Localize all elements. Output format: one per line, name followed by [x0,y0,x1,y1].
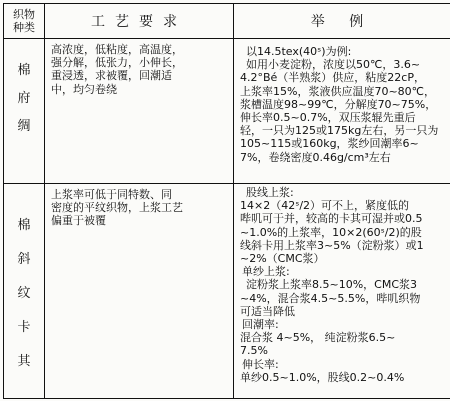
example-line: 单纱上浆: [242,265,290,279]
requirement-line: 上浆率可低于同特数、同 [51,188,172,201]
example-line: 混合浆 4~5%， 纯淀粉浆6.5~ [240,331,396,345]
example-line: ~1.0%的上浆率，10×2(60ˢ/2)的股 [240,225,422,239]
example-line: 7.5% [240,344,268,358]
requirement-line: 偏重于被覆 [51,214,106,228]
sizing-process-table [3,3,450,399]
example-line: 哔叽可于并，较高的卡其可湿并或0.5 [240,212,423,226]
example-line: 伸长率: [242,357,279,371]
example-line: 7%，卷绕密度0.46g/cm³左右 [240,150,391,164]
example-cell-poplin [234,39,450,184]
example-line: 105~115或160kg，浆纱回潮率6~ [240,137,419,151]
fabric-char: 绸 [17,119,31,134]
fabric-char: 棉 [17,218,31,233]
example-line: 回潮率: [242,318,279,332]
fabric-char: 斜 [17,252,31,267]
example-line: 浆槽温度98~99℃，分解度70~75%， [240,97,437,111]
example-line: 如用小麦淀粉，浓度以50℃，3.6~ [246,58,421,72]
requirement-cell-poplin [45,39,234,184]
requirement-cell-twill-khaki [45,184,234,399]
header-fabric-type [4,4,45,39]
example-cell-twill-khaki [234,184,450,399]
table-row-cotton-twill-khaki [4,184,450,399]
example-line: 单纱0.5~1.0%，股线0.2~0.4% [240,370,405,384]
example-line: ~4%，混合浆4.5~5.5%，哔叽织物 [240,291,421,305]
example-line: 股线上浆: [246,186,294,199]
example-line: 线斜卡用上浆率3~5%（淀粉浆）或1 [240,238,424,252]
requirement-line: 强分解，低张力，小伸长， [51,56,183,70]
requirement-line: 高浓度，低粘度，高温度， [51,43,183,56]
example-line: 淀粉浆上浆率8.5~10%，CMC浆3 [246,278,418,292]
header-examples: 举 例 [234,4,450,39]
header-process-requirements: 工艺要求 [45,4,234,39]
header-fabric-line2: 种类 [13,21,35,34]
example-line: 可适当降低 [240,304,295,318]
table-row-cotton-poplin [4,39,450,184]
fabric-char: 府 [17,91,31,106]
fabric-char: 棉 [17,63,31,78]
requirement-line: 重浸透，求被覆，回潮适 [51,69,172,83]
example-line: ~2%（CMC浆） [240,252,325,266]
example-line: 轻，一只为125或175kg左右，另一只为 [240,124,439,138]
example-line: 上浆率15%，浆液供应温度70~80℃， [240,84,436,98]
table-header-row [4,4,450,39]
fabric-char: 其 [17,354,31,369]
example-line: 伸长率0.5~0.7%，双压浆辊先重后 [240,111,416,125]
example-line: 14×2（42ˢ/2）可不上，紧度低的 [240,199,410,213]
header-fabric-line1: 织物 [13,8,35,21]
requirement-line: 密度的平纹织物，上浆工艺 [51,201,183,215]
fabric-char: 纹 [17,286,31,301]
fabric-cell-poplin [4,39,45,184]
requirement-line: 中，均匀卷绕 [51,82,117,96]
fabric-char: 卡 [17,320,31,335]
fabric-cell-twill-khaki [4,184,45,399]
example-line: 以14.5tex(40ˢ)为例: [246,45,352,58]
example-line: 4.2°Bé（半熟浆）供应，粘度22cP， [240,71,425,85]
